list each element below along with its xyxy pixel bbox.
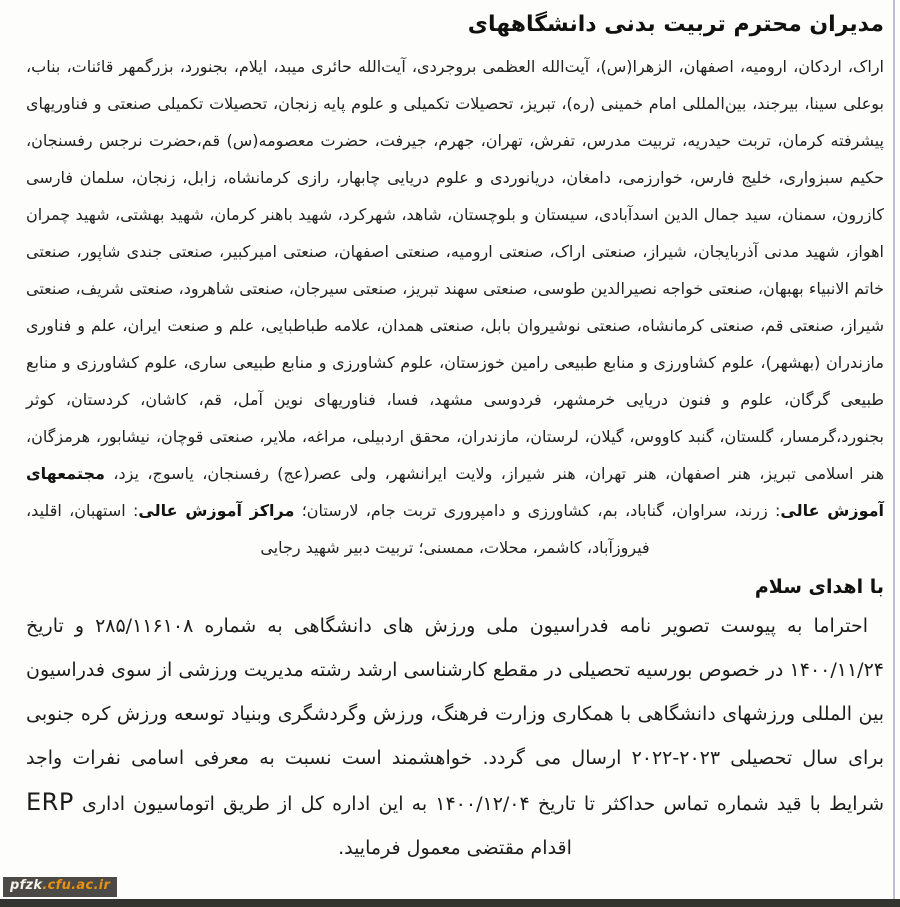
higher-education-complexes-list: : زرند، سراوان، گناباد، بم، کشاورزی و دامپروری تربت جام، لارستان؛ <box>294 500 781 520</box>
erp-system-code: ERP <box>26 788 74 817</box>
recipients-paragraph <box>26 48 884 566</box>
higher-education-centers-label: مراکز آموزش عالی <box>138 500 295 520</box>
page-border-line <box>893 0 895 899</box>
body-paragraph <box>26 604 884 870</box>
higher-education-centers-list: : استهبان، اقلید، فیروزآباد، کاشمر، محلات، ممسنی؛ تربیت دبیر شهید رجایی <box>26 500 650 557</box>
body-text-before-erp: احتراما به پیوست تصویر نامه فدراسیون ملی ورزش های دانشگاهی به شماره ۲۸۵/۱۱۶۱۰۸ و تاریخ ۱۴۰۰/۱۱/۲۴ در خصوص بورسیه تحصیلی در مقطع کارشناسی ارشد رشته مدیریت ورزشی از سوی فدراسیون بین المللی ورزشهای دانشگاهی با همکاری وزارت فرهنگ، ورزش وگردشگری وبنیاد توسعه ورزش کره جنوبی برای سال تحصیلی ۲۰۲۳-۲۰۲۲ ارسال می گردد. خواهشمند است نسبت به معرفی اسامی نفرات واجد شرایط با قید شماره تماس حداکثر تا تاریخ ۱۴۰۰/۱۲/۰۴ به این اداره کل از طریق اتوماسیون اداری <box>26 615 884 816</box>
bottom-bar <box>0 899 900 907</box>
watermark-badge <box>3 877 117 897</box>
recipients-universities-list: اراک، اردکان، ارومیه، اصفهان، الزهرا(س)، آیت‌الله العظمی بروجردی، آیت‌الله حائری میبد، ایلام، بجنورد، بزرگمهر قائنات، بناب، بوعلی سینا، بیرجند، بین‌المللی امام خمینی (ره)، تبریز، تحصیلات تکمیلی و علوم پایه زنجان، تحصیلات تکمیلی صنعتی و فناوریهای پیشرفته کرمان، تربت حیدریه، تربیت مدرس، تفرش، تهران، جهرم، جیرفت، حضرت معصومه(س) قم،حضرت نرجس رفسنجان، حکیم سبزواری، خلیج فارس، خوارزمی، دامغان، دریانوردی و علوم دریایی چابهار، رازی کرمانشاه، زابل، زنجان، سلمان فارسی کازرون، سمنان، سید جمال الدین اسدآبادی، سیستان و بلوچستان، شاهد، شهرکرد، شهید باهنر کرمان، شهید بهشتی، شهید چمران اهواز، شهید مدنی آذربایجان، شیراز، صنعتی اراک، صنعتی ارومیه، صنعتی اصفهان، صنعتی امیرکبیر، صنعتی جندی شاپور، صنعتی خاتم الانبیاء بهبهان، صنعتی خواجه نصیرالدین طوسی، صنعتی سهند تبریز، صنعتی سیرجان، صنعتی شاهرود، صنعتی شریف، صنعتی شیراز، صنعتی قم، صنعتی کرمانشاه، صنعتی نوشیروان بابل، صنعتی همدان، علامه طباطبایی، علم و صنعت ایران، علم و فناوری مازندران (بهشهر)، علوم کشاورزی و منابع طبیعی رامین خوزستان، علوم کشاورزی و منابع طبیعی ساری، علوم کشاورزی و منابع طبیعی گرگان، علوم و فنون دریایی خرمشهر، فردوسی مشهد، فسا، فناوریهای نوین آمل، قم، کاشان، کردستان، کوثر بجنورد،گرمسار، گلستان، گنبد کاووس، گیلان، لرستان، مازندران، محقق اردبیلی، مراغه، ملایر، صنعتی قوچان، نیشابور، هرمزگان، هنر اسلامی تبریز، هنر اصفهان، هنر تهران، هنر شیراز، ولایت ایرانشهر، ولی عصر(عج) رفسنجان، یاسوج، یزد، <box>26 56 884 483</box>
salutation-heading: با اهدای سلام <box>754 575 884 598</box>
watermark-site-prefix: pfzk <box>10 878 43 894</box>
body-text-after-erp: اقدام مقتضی معمول فرمایید. <box>338 837 572 860</box>
higher-education-complexes-label: مجتمعهای آموزش عالی <box>26 463 885 520</box>
letter-title: مدیران محترم تربیت بدنی دانشگاههای <box>467 12 884 37</box>
watermark-site-suffix: .cfu.ac.ir <box>42 878 111 894</box>
